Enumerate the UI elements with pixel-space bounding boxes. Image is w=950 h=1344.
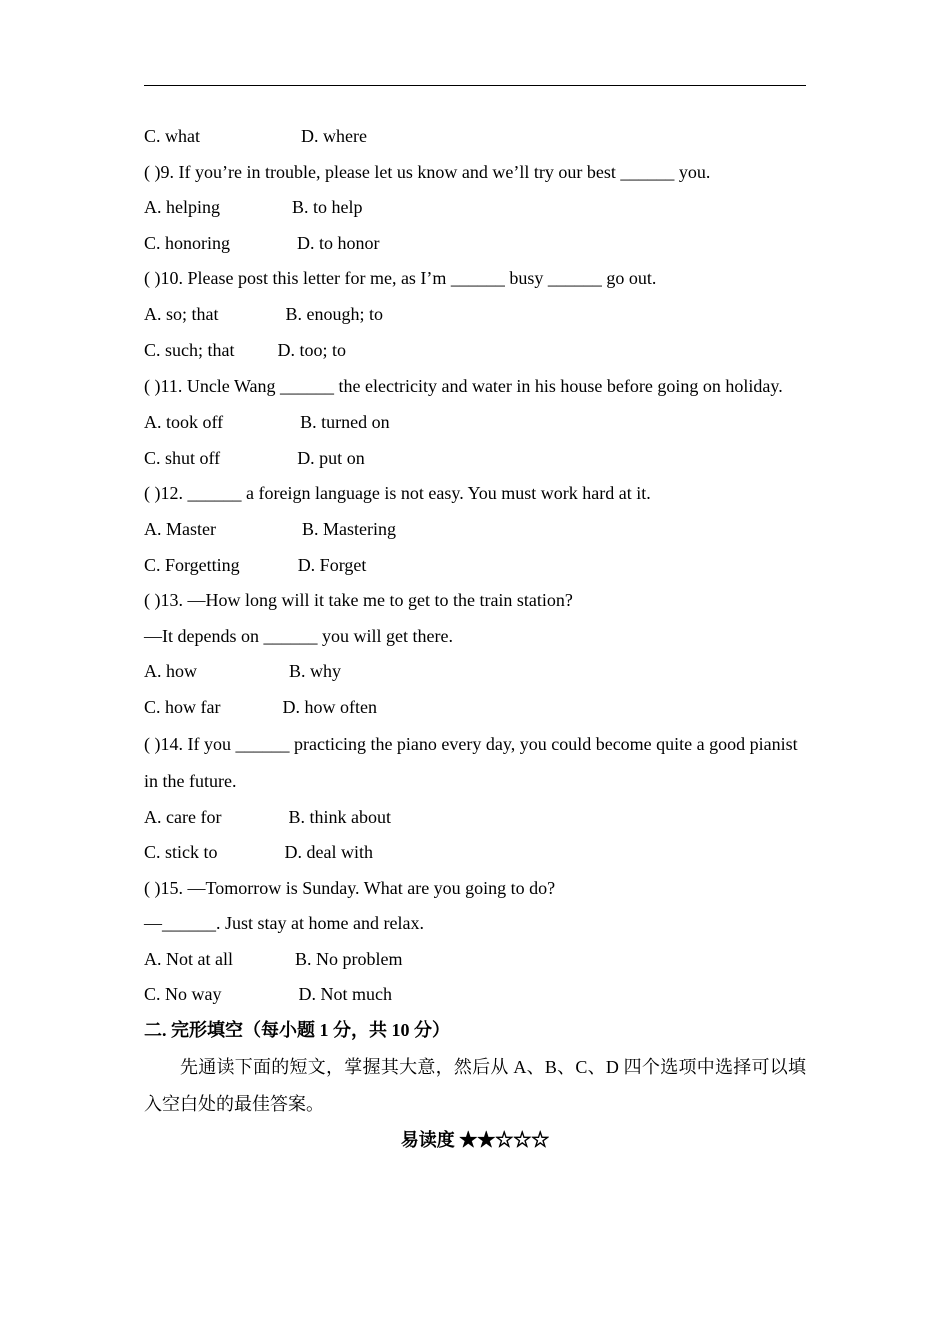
option-a: A. so; that (144, 303, 219, 324)
question-line: ( )14. If you ______ practicing the piano every day, you could become quite a good pianist in the future. (144, 733, 798, 791)
option-a: A. care for (144, 806, 222, 827)
question-line: ( )11. Uncle Wang ______ the electricity and water in his house before going on holiday. (144, 376, 783, 397)
question-line: —______. Just stay at home and relax. (144, 913, 424, 934)
option-a: C. how far (144, 696, 221, 717)
question-list (144, 119, 806, 1013)
option-a: C. Forgetting (144, 554, 240, 575)
option-row (144, 835, 806, 871)
option-b: B. to help (292, 197, 363, 218)
option-a: A. took off (144, 412, 224, 433)
option-b: D. put on (297, 447, 365, 468)
question-line: ( )9. If you’re in trouble, please let us know and we’ll try our best ______ you. (144, 161, 711, 182)
option-row (144, 405, 806, 441)
option-a: A. Not at all (144, 948, 233, 969)
option-row (144, 441, 806, 477)
option-a: C. honoring (144, 232, 231, 253)
option-a: C. stick to (144, 842, 218, 863)
option-row (144, 119, 806, 155)
option-row (144, 226, 806, 262)
option-row (144, 977, 806, 1013)
option-a: A. Master (144, 518, 216, 539)
option-a: C. No way (144, 984, 222, 1005)
option-a: A. helping (144, 197, 220, 218)
option-b: D. to honor (297, 232, 380, 253)
option-a: A. how (144, 661, 197, 682)
option-b: D. Forget (297, 554, 367, 575)
option-b: B. turned on (300, 412, 390, 433)
option-a: C. such; that (144, 339, 235, 360)
option-row (144, 333, 806, 369)
option-b: D. where (301, 126, 367, 146)
option-b: D. deal with (284, 842, 373, 863)
question-line: ( )15. —Tomorrow is Sunday. What are you going to do? (144, 877, 556, 898)
question-line: ( )10. Please post this letter for me, as I’m ______ busy ______ go out. (144, 268, 657, 289)
question-line: ( )13. —How long will it take me to get to the train station? (144, 590, 573, 611)
question-line: ( )12. ______ a foreign language is not easy. You must work hard at it. (144, 483, 651, 504)
option-a: C. shut off (144, 447, 221, 468)
option-b: D. how often (282, 696, 377, 717)
option-row (144, 690, 806, 726)
option-a: C. what (144, 126, 200, 146)
option-b: B. why (289, 661, 342, 682)
option-b: B. No problem (294, 948, 403, 969)
question-line: —It depends on ______ you will get there. (144, 625, 453, 646)
option-b: D. too; to (277, 339, 347, 360)
option-row (144, 548, 806, 584)
option-row (144, 654, 806, 690)
option-row (144, 942, 806, 978)
document-body (144, 119, 806, 1158)
option-row (144, 512, 806, 548)
header-rule (144, 85, 806, 86)
section-title: 二. 完形填空（每小题 1 分，共 10 分） (144, 1020, 450, 1041)
option-b: D. Not much (298, 984, 392, 1005)
difficulty-rating: 易读度 ★★☆☆☆ (400, 1129, 550, 1150)
option-b: B. enough; to (285, 303, 383, 324)
option-b: B. Mastering (301, 518, 396, 539)
option-row (144, 190, 806, 226)
section-instructions: 先通读下面的短文，掌握其大意，然后从 A、B、C、D 四个选项中选择可以填入空白处的最佳答案。 (144, 1056, 806, 1114)
option-row (144, 800, 806, 836)
option-b: B. think about (288, 806, 391, 827)
option-row (144, 297, 806, 333)
